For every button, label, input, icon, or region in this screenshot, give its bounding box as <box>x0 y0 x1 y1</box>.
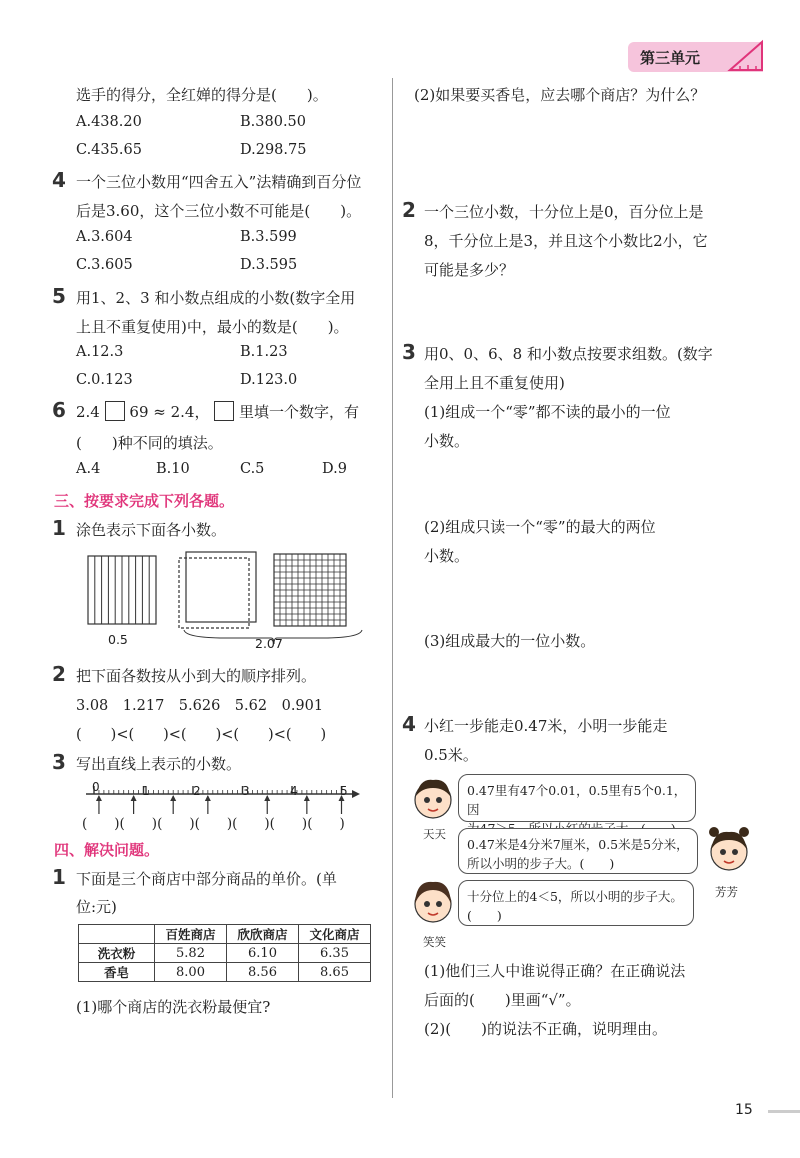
table-header-row <box>79 925 371 944</box>
q6-line1 <box>76 401 359 422</box>
table-cell: 洗衣粉 <box>79 944 155 963</box>
name-tiantian: 天天 <box>423 827 446 841</box>
table-header: 百姓商店 <box>155 925 227 944</box>
q6-line2: ( )种不同的填法。 <box>76 434 223 452</box>
option-d: D.123.0 <box>240 372 298 388</box>
tiantian-avatar <box>408 774 458 826</box>
q4-line2: 0.5米。 <box>424 746 478 764</box>
table-header: 欣欣商店 <box>227 925 299 944</box>
option-c: C.3.605 <box>76 257 133 273</box>
q4-line2: 后是3.60，这个三位小数不可能是( )。 <box>76 202 362 220</box>
q3-sub3: (3)组成最大的一位小数。 <box>424 632 596 650</box>
shading-figures <box>86 550 386 660</box>
s3q2-text: 把下面各数按从小到大的顺序排列。 <box>76 667 317 685</box>
price-table <box>78 924 371 982</box>
question-number: 2 <box>402 198 416 222</box>
option-d: D.3.595 <box>240 257 298 273</box>
table-header: 文化商店 <box>299 925 371 944</box>
s4q1-sub1: (1)哪个商店的洗衣粉最便宜? <box>76 998 271 1016</box>
q3-sub1a: (1)组成一个“零”都不读的最小的一位 <box>424 403 671 421</box>
table-cell: 5.82 <box>155 944 227 963</box>
question-number: 5 <box>52 284 66 308</box>
option-d: D.9 <box>322 461 347 477</box>
speech-bubble-tiantian <box>458 774 696 822</box>
name-fangfang: 芳芳 <box>715 885 738 899</box>
ruler-icon <box>726 38 766 74</box>
s3q1-text: 涂色表示下面各小数。 <box>76 521 227 539</box>
s4q1-sub2: (2)如果要买香皂，应去哪个商店？为什么？ <box>414 86 706 104</box>
table-cell: 8.00 <box>155 963 227 982</box>
question-number: 4 <box>402 712 416 736</box>
q3-sub2b: 小数。 <box>424 547 470 565</box>
bubble-text: 0.47米是4分米7厘米，0.5米是5分米， <box>467 837 689 852</box>
hundredths-square[interactable] <box>274 554 346 626</box>
q4-line1: 小红一步能走0.47米，小明一步能走 <box>424 717 668 735</box>
table-cell: 8.65 <box>299 963 371 982</box>
s4q1-line1: 下面是三个商店中部分商品的单价。(单 <box>76 870 337 888</box>
q4-sub1b: 后面的( )里画“√”。 <box>424 991 581 1009</box>
s4q1-line2: 位:元) <box>76 898 117 916</box>
xiaoxiao-avatar <box>408 874 458 930</box>
bubble-text: ( ) <box>467 908 502 923</box>
tick-1: 1 <box>142 784 150 798</box>
question-number: 3 <box>402 340 416 364</box>
tick-3: 3 <box>242 784 250 798</box>
table-cell: 6.35 <box>299 944 371 963</box>
table-row <box>79 944 371 963</box>
q2-line2: 8，千分位上是3，并且这个小数比2小，它 <box>424 232 708 250</box>
answer-box[interactable] <box>214 401 234 421</box>
q3-line2: 全用上且不重复使用) <box>424 374 565 392</box>
tick-2: 2 <box>193 784 201 798</box>
q3-sub2a: (2)组成只读一个“零”的最大的两位 <box>424 518 656 536</box>
figure-label-2: 2.07 <box>255 636 283 651</box>
s3q3-answers[interactable]: ( )( )( )( )( )( )( ) <box>82 816 345 832</box>
option-c: C.0.123 <box>76 372 133 388</box>
table-cell: 8.56 <box>227 963 299 982</box>
option-b: B.3.599 <box>240 229 297 245</box>
speech-bubble-fangfang <box>458 828 698 874</box>
table-header <box>79 925 155 944</box>
option-d: D.298.75 <box>240 142 307 158</box>
q3-sub1b: 小数。 <box>424 432 470 450</box>
q4-line1: 一个三位小数用“四舍五入”法精确到百分位 <box>76 173 362 191</box>
page-bar <box>768 1110 800 1113</box>
q3-continued: 选手的得分，全红婵的得分是( )。 <box>76 86 328 104</box>
section-4-heading: 四、解决问题。 <box>54 841 160 859</box>
name-xiaoxiao: 笑笑 <box>423 935 446 949</box>
q6-part2: 69 ≈ 2.4， <box>129 403 210 421</box>
q2-line3: 可能是多少？ <box>424 261 515 279</box>
option-b: B.10 <box>156 461 190 477</box>
q6-part1: 2.4 <box>76 403 100 421</box>
bubble-text: 所以小明的步子大。( ) <box>467 856 615 871</box>
q2-line1: 一个三位小数，十分位上是0，百分位上是 <box>424 203 704 221</box>
option-c: C.5 <box>240 461 265 477</box>
s3q2-numbers: 3.08 1.217 5.626 5.62 0.901 <box>76 698 324 714</box>
q5-line1: 用1、2、3 和小数点组成的小数(数字全用 <box>76 289 356 307</box>
table-cell: 6.10 <box>227 944 299 963</box>
option-b: B.380.50 <box>240 114 307 130</box>
question-number: 1 <box>52 516 66 540</box>
option-c: C.435.65 <box>76 142 142 158</box>
option-a: A.438.20 <box>76 114 142 130</box>
bubble-text: 0.47里有47个0.01，0.5里有5个0.1，因 <box>467 783 687 817</box>
page-number: 15 <box>735 1102 753 1118</box>
s3q2-blanks[interactable]: ( )<( )<( )<( )<( ) <box>76 727 327 743</box>
figure-label-1: 0.5 <box>108 632 128 647</box>
option-a: A.3.604 <box>76 229 133 245</box>
question-number: 6 <box>52 398 66 422</box>
table-row <box>79 963 371 982</box>
speech-bubble-xiaoxiao <box>458 880 694 926</box>
bubble-text: 十分位上的4＜5，所以小明的步子大。 <box>467 889 683 904</box>
option-a: A.12.3 <box>76 344 124 360</box>
fangfang-avatar <box>702 822 756 880</box>
question-number: 1 <box>52 865 66 889</box>
tick-4: 4 <box>290 784 298 798</box>
tick-5: 5 <box>340 784 348 798</box>
q6-part3: 里填一个数字，有 <box>239 403 360 421</box>
option-a: A.4 <box>76 461 101 477</box>
option-b: B.1.23 <box>240 344 288 360</box>
tick-0: 0 <box>92 780 100 794</box>
question-number: 3 <box>52 750 66 774</box>
unit-title: 第三单元 <box>640 49 701 67</box>
s3q3-text: 写出直线上表示的小数。 <box>76 755 242 773</box>
section-3-heading: 三、按要求完成下列各题。 <box>54 492 235 510</box>
question-number: 4 <box>52 168 66 192</box>
q5-line2: 上且不重复使用)中，最小的数是( )。 <box>76 318 349 336</box>
question-number: 2 <box>52 662 66 686</box>
table-cell: 香皂 <box>79 963 155 982</box>
q4-sub1a: (1)他们三人中谁说得正确？在正确说法 <box>424 962 686 980</box>
tenths-square[interactable] <box>88 556 156 624</box>
q4-sub2: (2)( )的说法不正确，说明理由。 <box>424 1020 667 1038</box>
answer-box[interactable] <box>105 401 125 421</box>
q3-line1: 用0、0、6、8 和小数点按要求组数。(数字 <box>424 345 713 363</box>
column-divider <box>392 78 393 1098</box>
